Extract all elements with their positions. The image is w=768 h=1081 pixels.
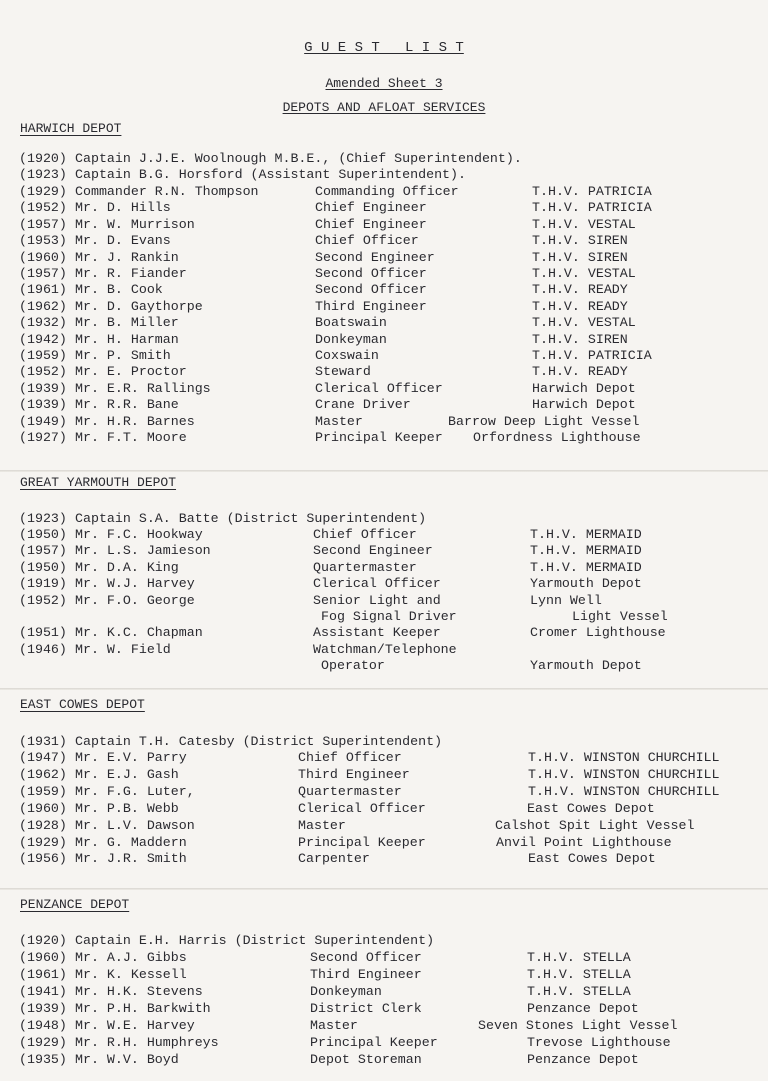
- entry-position: Principal Keeper: [310, 1035, 438, 1050]
- entry-position: Master: [298, 817, 346, 833]
- entry-vessel: Harwich Depot: [532, 397, 636, 413]
- document-title: G U E S T L I S T: [304, 40, 464, 56]
- intro-line: [19, 932, 759, 949]
- entry-vessel: Cromer Lighthouse: [530, 625, 666, 641]
- entry-position: Second Engineer: [315, 249, 435, 265]
- entry-name: Mr. P.H. Barkwith: [75, 1001, 211, 1016]
- entry-year: (1931): [19, 734, 67, 749]
- entry-position: Clerical Officer: [298, 800, 426, 816]
- list-item: [19, 314, 759, 331]
- section-title: EAST COWES DEPOT: [20, 697, 145, 712]
- entry-year: (1950): [19, 527, 67, 542]
- entry-position: Watchman/Telephone: [313, 641, 457, 657]
- entry-position: Depot Storeman: [310, 1052, 422, 1067]
- entry-year: (1957): [19, 266, 67, 281]
- entry-vessel: T.H.V. STELLA: [527, 950, 631, 965]
- entry-vessel: T.H.V. VESTAL: [532, 266, 636, 281]
- entry-name: Mr. P. Smith: [75, 348, 171, 363]
- entry-position: Carpenter: [298, 851, 370, 867]
- list-item: [19, 850, 759, 867]
- intro-text: Captain J.J.E. Woolnough M.B.E., (Chief Superintendent).: [75, 151, 522, 166]
- entry-vessel: T.H.V. VESTAL: [532, 315, 636, 331]
- entry-name: Mr. W.E. Harvey: [75, 1018, 195, 1033]
- entry-year: (1956): [19, 851, 67, 867]
- intro-line: [19, 733, 759, 750]
- entry-name: Mr. R.R. Bane: [75, 397, 179, 413]
- entry-name: Mr. F.C. Hookway: [75, 527, 203, 542]
- entry-name: Mr. A.J. Gibbs: [75, 950, 187, 965]
- list-item: [19, 641, 759, 658]
- entry-vessel: Harwich Depot: [532, 380, 636, 396]
- entry-name: Mr. D.A. King: [75, 559, 179, 575]
- intro-text: Captain B.G. Horsford (Assistant Superintendent).: [75, 167, 466, 183]
- entry-name: Mr. G. Maddern: [75, 834, 187, 850]
- entry-year: (1962): [19, 766, 67, 782]
- list-item: [19, 749, 759, 766]
- entry-name: Mr. W. Murrison: [75, 216, 195, 232]
- entry-position: Second Engineer: [313, 543, 433, 559]
- paper-fold: [0, 688, 768, 690]
- entry-year: (1939): [19, 1001, 67, 1016]
- list-item: [19, 281, 759, 298]
- entry-name: Mr. H.K. Stevens: [75, 984, 203, 999]
- entry-vessel: East Cowes Depot: [528, 851, 656, 867]
- entry-vessel: Calshot Spit Light Vessel: [495, 817, 695, 833]
- section-title: PENZANCE DEPOT: [20, 897, 130, 912]
- entry-year: (1961): [19, 967, 67, 982]
- entry-name: Mr. W.V. Boyd: [75, 1052, 179, 1067]
- entry-year: (1932): [19, 315, 67, 331]
- list-item: [19, 542, 759, 559]
- entry-position: Third Engineer: [310, 967, 422, 982]
- entry-position: Quartermaster: [298, 783, 402, 799]
- entry-vessel: Yarmouth Depot: [530, 576, 642, 592]
- list-item: [19, 429, 759, 446]
- entry-vessel: Trevose Lighthouse: [527, 1035, 671, 1050]
- list-item: [19, 1017, 759, 1034]
- entry-position: Second Officer: [315, 266, 427, 281]
- entry-vessel: Anvil Point Lighthouse: [496, 834, 672, 850]
- entry-year: (1929): [19, 1035, 67, 1050]
- entry-year: (1928): [19, 817, 67, 833]
- list-item: [19, 1000, 759, 1017]
- entry-year: (1942): [19, 331, 67, 347]
- entry-name: Mr. R. Fiander: [75, 266, 187, 281]
- entry-year: (1935): [19, 1052, 67, 1067]
- entry-year: (1941): [19, 984, 67, 999]
- entry-name: Commander R.N. Thompson: [75, 184, 259, 199]
- entry-vessel: T.H.V. WINSTON CHURCHILL: [528, 766, 720, 782]
- entry-vessel: T.H.V. MERMAID: [530, 527, 642, 542]
- list-item: [19, 199, 759, 216]
- list-item: [19, 624, 759, 641]
- entry-vessel: T.H.V. PATRICIA: [532, 348, 652, 363]
- entry-name: Mr. E.R. Rallings: [75, 380, 211, 396]
- entry-position: Principal Keeper: [298, 834, 426, 850]
- list-item: [19, 800, 759, 817]
- entry-name: Mr. F.G. Luter,: [75, 783, 195, 799]
- entry-position: Assistant Keeper: [313, 625, 441, 641]
- entry-year: (1946): [19, 641, 67, 657]
- entry-year: (1939): [19, 380, 67, 396]
- entry-position: Chief Officer: [313, 527, 417, 542]
- entry-vessel: T.H.V. SIREN: [532, 331, 628, 347]
- section-title: GREAT YARMOUTH DEPOT: [20, 475, 177, 490]
- entry-year: (1923): [19, 167, 67, 183]
- list-item: [19, 232, 759, 249]
- entry-vessel: T.H.V. MERMAID: [530, 543, 642, 559]
- list-item: [19, 216, 759, 233]
- entry-year: (1919): [19, 576, 67, 592]
- entry-name: Mr. E.J. Gash: [75, 766, 179, 782]
- entry-name: Mr. R.H. Humphreys: [75, 1035, 219, 1050]
- entry-year: (1952): [19, 592, 67, 608]
- entry-vessel: T.H.V. WINSTON CHURCHILL: [528, 750, 720, 765]
- list-item: [19, 396, 759, 413]
- entry-year: (1920): [19, 933, 67, 948]
- entry-year: (1947): [19, 750, 67, 765]
- entry-vessel: T.H.V. READY: [532, 364, 628, 380]
- entry-vessel: Penzance Depot: [527, 1001, 639, 1016]
- entry-year: (1959): [19, 783, 67, 799]
- entry-year: (1961): [19, 282, 67, 298]
- entry-name: Mr. D. Gaythorpe: [75, 298, 203, 314]
- entry-vessel: T.H.V. STELLA: [527, 967, 631, 982]
- intro-line: [19, 166, 759, 183]
- entry-name: Mr. D. Hills: [75, 200, 171, 216]
- intro-line: [19, 150, 759, 167]
- entry-name: Mr. J. Rankin: [75, 249, 179, 265]
- entry-position: Master: [310, 1018, 358, 1033]
- entry-name: Mr. P.B. Webb: [75, 800, 179, 816]
- entry-vessel: T.H.V. SIREN: [532, 249, 628, 265]
- entry-name: Mr. B. Miller: [75, 315, 179, 331]
- entry-position: Commanding Officer: [315, 184, 459, 199]
- entry-position: Fog Signal Driver: [321, 609, 457, 624]
- entry-position: Chief Engineer: [315, 200, 427, 216]
- entry-position: Operator: [321, 658, 385, 674]
- entry-position: Chief Officer: [298, 750, 402, 765]
- entry-position: Chief Engineer: [315, 216, 427, 232]
- entry-year: (1952): [19, 364, 67, 380]
- entry-position: Steward: [315, 364, 371, 380]
- entry-position: Donkeyman: [315, 331, 387, 347]
- entry-year: (1962): [19, 298, 67, 314]
- entry-year: (1948): [19, 1018, 67, 1033]
- entry-name: Mr. W. Field: [75, 641, 171, 657]
- entry-year: (1953): [19, 233, 67, 249]
- entry-year: (1957): [19, 543, 67, 559]
- entry-vessel: Lynn Well: [530, 592, 602, 608]
- entry-year: (1957): [19, 216, 67, 232]
- entry-position: Second Officer: [315, 282, 427, 298]
- document-heading: DEPOTS AND AFLOAT SERVICES: [282, 100, 486, 115]
- paper-fold: [0, 470, 768, 472]
- entry-position: Coxswain: [315, 348, 379, 363]
- entry-vessel: T.H.V. READY: [532, 298, 628, 314]
- entry-name: Mr. L.V. Dawson: [75, 817, 195, 833]
- entry-name: Mr. F.T. Moore: [75, 430, 187, 445]
- entry-vessel: Seven Stones Light Vessel: [478, 1018, 678, 1033]
- entry-position: Crane Driver: [315, 397, 411, 413]
- entry-year: (1960): [19, 249, 67, 265]
- entry-vessel: Orfordness Lighthouse: [473, 430, 641, 445]
- intro-line: [19, 510, 759, 527]
- entry-name: Mr. K. Kessell: [75, 967, 187, 982]
- entry-name: Mr. E. Proctor: [75, 364, 187, 380]
- list-item: [19, 1051, 759, 1068]
- list-item: [19, 817, 759, 834]
- entry-name: Mr. D. Evans: [75, 233, 171, 249]
- list-item: [19, 413, 759, 430]
- entry-name: Mr. W.J. Harvey: [75, 576, 195, 592]
- entry-vessel: T.H.V. MERMAID: [530, 559, 642, 575]
- list-item: [19, 834, 759, 851]
- list-item: [19, 949, 759, 966]
- entry-vessel: Yarmouth Depot: [530, 658, 642, 674]
- entry-year: (1929): [19, 184, 67, 199]
- entry-name: Mr. L.S. Jamieson: [75, 543, 211, 559]
- list-item: [19, 347, 759, 364]
- entry-vessel: Light Vessel: [572, 609, 668, 624]
- intro-text: Captain T.H. Catesby (District Superintendent): [75, 734, 443, 749]
- list-item: [19, 1034, 759, 1051]
- entry-year: (1951): [19, 625, 67, 641]
- list-item: [19, 966, 759, 983]
- list-item: [19, 608, 759, 625]
- entry-name: Mr. K.C. Chapman: [75, 625, 203, 641]
- entry-year: (1952): [19, 200, 67, 216]
- entry-year: (1950): [19, 559, 67, 575]
- entry-position: Principal Keeper: [315, 430, 443, 445]
- list-item: [19, 983, 759, 1000]
- entry-year: (1949): [19, 413, 67, 429]
- entry-year: (1959): [19, 348, 67, 363]
- entry-position: Second Officer: [310, 950, 422, 965]
- list-item: [19, 559, 759, 576]
- list-item: [19, 526, 759, 543]
- list-item: [19, 766, 759, 783]
- entry-year: (1960): [19, 950, 67, 965]
- list-item: [19, 249, 759, 266]
- list-item: [19, 575, 759, 592]
- section-title: HARWICH DEPOT: [20, 121, 122, 136]
- entry-year: (1939): [19, 397, 67, 413]
- entry-position: Clerical Officer: [315, 380, 443, 396]
- entry-position: Boatswain: [315, 315, 387, 331]
- entry-vessel: T.H.V. WINSTON CHURCHILL: [528, 783, 720, 799]
- entry-position: Master: [315, 413, 363, 429]
- entry-vessel: T.H.V. SIREN: [532, 233, 628, 249]
- entry-year: (1929): [19, 834, 67, 850]
- entry-vessel: T.H.V. VESTAL: [532, 216, 636, 232]
- entry-year: (1920): [19, 151, 67, 166]
- entry-position: Donkeyman: [310, 984, 382, 999]
- entry-year: (1927): [19, 430, 67, 445]
- list-item: [19, 363, 759, 380]
- intro-text: Captain S.A. Batte (District Superintendent): [75, 511, 427, 526]
- entry-name: Mr. F.O. George: [75, 592, 195, 608]
- list-item: [19, 183, 759, 200]
- list-item: [19, 298, 759, 315]
- list-item: [19, 265, 759, 282]
- intro-text: Captain E.H. Harris (District Superintendent): [75, 933, 435, 948]
- entry-vessel: T.H.V. STELLA: [527, 984, 631, 999]
- entry-name: Mr. H.R. Barnes: [75, 413, 195, 429]
- entry-position: Third Engineer: [315, 298, 427, 314]
- list-item: [19, 331, 759, 348]
- entry-vessel: T.H.V. PATRICIA: [532, 184, 652, 199]
- document-subtitle: Amended Sheet 3: [325, 76, 443, 91]
- entry-name: Mr. J.R. Smith: [75, 851, 187, 867]
- entry-vessel: Barrow Deep Light Vessel: [448, 413, 640, 429]
- entry-position: Clerical Officer: [313, 576, 441, 592]
- entry-position: Chief Officer: [315, 233, 419, 249]
- entry-position: Third Engineer: [298, 766, 410, 782]
- entry-position: District Clerk: [310, 1001, 422, 1016]
- entry-name: Mr. B. Cook: [75, 282, 163, 298]
- entry-vessel: T.H.V. READY: [532, 282, 628, 298]
- entry-name: Mr. E.V. Parry: [75, 750, 187, 765]
- list-item: [19, 783, 759, 800]
- entry-vessel: Penzance Depot: [527, 1052, 639, 1067]
- entry-position: Senior Light and: [313, 592, 441, 608]
- entry-name: Mr. H. Harman: [75, 331, 179, 347]
- entry-vessel: T.H.V. PATRICIA: [532, 200, 652, 216]
- entry-year: (1923): [19, 511, 67, 526]
- entry-vessel: East Cowes Depot: [527, 800, 655, 816]
- paper-fold: [0, 888, 768, 890]
- list-item: [19, 657, 759, 674]
- list-item: [19, 380, 759, 397]
- list-item: [19, 592, 759, 609]
- entry-year: (1960): [19, 800, 67, 816]
- entry-position: Quartermaster: [313, 559, 417, 575]
